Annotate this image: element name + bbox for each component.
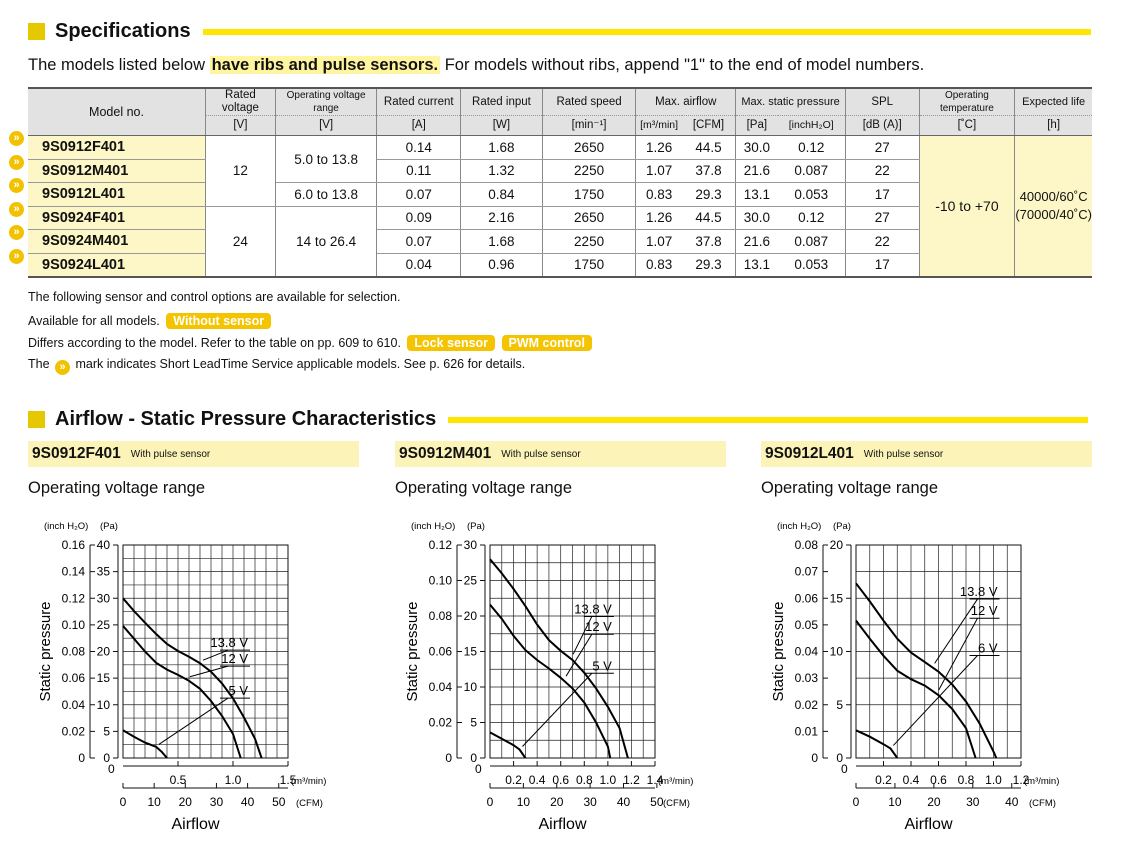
- y-tick-label-inch: 0.12: [428, 538, 452, 552]
- y-unit-pa: (Pa): [467, 521, 485, 532]
- y-tick-label-pa: 15: [463, 644, 477, 659]
- series-line: [490, 732, 525, 758]
- x-tick-label-cfm: 0: [119, 795, 127, 809]
- y-tick-label-pa: 10: [829, 644, 843, 659]
- chart-3-subtitle: Operating voltage range: [761, 479, 939, 497]
- life-cell: 40000/60˚C (70000/40˚C): [1015, 136, 1092, 277]
- x-axis-label: Airflow: [171, 816, 220, 833]
- short-leadtime-icon: »: [9, 225, 24, 240]
- x-tick-label-m3: 0.5: [169, 773, 187, 787]
- chart-1-subtitle: Operating voltage range: [28, 479, 206, 497]
- y-tick-label-pa: 0: [470, 751, 477, 765]
- x-tick-label-cfm: 10: [888, 795, 902, 809]
- y-tick-label-pa: 40: [96, 538, 110, 552]
- y-tick-label-inch: 0.04: [794, 644, 818, 659]
- y-tick-label-pa: 25: [96, 617, 110, 632]
- table-row: 9S0924F401 24 14 to 26.4 0.09 2.16 2650 1.26 44.5 30.0 0.12 27: [28, 206, 1092, 230]
- x-unit-cfm: (CFM): [663, 798, 690, 809]
- y-tick-label-pa: 20: [829, 538, 843, 552]
- y-tick-label-inch: 0.01: [794, 724, 818, 739]
- y-tick-label-pa: 20: [96, 644, 110, 659]
- y-tick-label-inch: 0.16: [61, 538, 85, 552]
- header-op-temp: Operating temperature: [919, 88, 1015, 116]
- x-zero-label: 0: [841, 762, 848, 776]
- y-tick-label-pa: 0: [836, 751, 843, 765]
- table-row: 9S0912F401 12 5.0 to 13.8 0.14 1.68 2650 1.26 44.5 30.0 0.12 27 -10 to +70 40000/60˚C (70000/40˚C): [28, 136, 1092, 160]
- series-label: 12 V: [221, 651, 248, 667]
- y-tick-label-inch: 0.03: [794, 671, 818, 686]
- intro-highlight: have ribs and pulse sensors.: [211, 56, 439, 74]
- x-tick-label-m3: 0.6: [930, 773, 947, 787]
- x-tick-label-cfm: 50: [650, 795, 664, 809]
- specifications-table: Model no. Rated voltage Operating voltage range Rated current Rated input Rated speed Max. airflow Max. static pressure SPL Operating temperature Expected life [V] [V] [A] [W] [min⁻¹] [m³/min] [CFM] [Pa] [inchH₂O] [dB (A)] [˚C] [h] 9S0912F401 12 5.0 to 13.8 0.14 1.68 2650 1.26 44.5 30.0 0.12 27 -10 to +70 40000/60˚C (70000/40˚C) 9S0912M401 0.11 1.32 2250 1.07 37.8 21.6 0.087 22 9S0912L401 6.0 to 13.8 0.07 0.84 1750 0.83 29.3 13.1 0.053 17 9S0924F401 24 14 to 26.4 0.09 2.16 2650 1.26 44.5 30.0 0.12 27 9S0924M401 0.07 1.68 2250 1.07 37.8 21.6 0.087 22 9S0924L401 0.04 0.96 1750 0.83 29.3 13.1 0.053 17: [28, 87, 1092, 278]
- x-tick-label-m3: 1.2: [1012, 773, 1030, 787]
- y-tick-label-pa: 10: [96, 697, 110, 712]
- header-rated-voltage: Rated voltage: [206, 88, 276, 116]
- y-unit-inch: (inch H₂O): [777, 521, 822, 532]
- header-spl: SPL: [845, 88, 919, 116]
- note-line-3: Differs according to the model. Refer to the table on pp. 609 to 610. Lock sensor PWM control: [28, 335, 592, 351]
- x-tick-label-cfm: 30: [209, 795, 224, 809]
- callout-leader: [522, 673, 591, 746]
- callout-leader: [566, 634, 592, 676]
- y-tick-label-inch: 0.06: [794, 591, 818, 606]
- series-line: [856, 621, 976, 758]
- y-unit-inch: (inch H₂O): [44, 521, 89, 532]
- y-tick-label-inch: 0.02: [61, 724, 85, 739]
- chart-header-1: 9S0912F401 With pulse sensor: [28, 441, 359, 467]
- table-row: 9S0912L401 6.0 to 13.8 0.07 0.84 1750 0.83 29.3 13.1 0.053 17: [28, 183, 1092, 207]
- y-tick-label-inch: 0.14: [61, 564, 85, 579]
- header-max-airflow: Max. airflow: [636, 88, 736, 116]
- airflow-title: Airflow - Static Pressure Characteristics: [55, 408, 437, 430]
- series-label: 5 V: [228, 683, 248, 699]
- without-sensor-tag: Without sensor: [166, 313, 271, 329]
- table-row: 9S0924M401 0.07 1.68 2250 1.07 37.8 21.6 0.087 22: [28, 230, 1092, 254]
- y-tick-label-pa: 5: [103, 724, 110, 739]
- y-tick-label-inch: 0: [811, 751, 818, 765]
- y-tick-label-pa: 30: [463, 538, 477, 552]
- x-tick-label-m3: 1.0: [599, 773, 617, 787]
- note-line-1: The following sensor and control options are available for selection.: [28, 290, 401, 304]
- short-leadtime-icon: »: [9, 202, 24, 217]
- x-tick-label-m3: 1.0: [224, 773, 242, 787]
- x-unit-m3: (m³/min): [1024, 776, 1060, 787]
- specifications-title: Specifications: [55, 20, 191, 42]
- x-zero-label: 0: [475, 762, 482, 776]
- section-rule: [448, 417, 1088, 423]
- short-leadtime-icon: »: [9, 178, 24, 193]
- x-tick-label-m3: 0.2: [505, 773, 522, 787]
- y-tick-label-inch: 0.04: [61, 697, 85, 712]
- y-axis-label: Static pressure: [770, 601, 787, 702]
- x-tick-label-m3: 0.2: [875, 773, 892, 787]
- header-model: Model no.: [28, 88, 206, 136]
- y-tick-label-pa: 30: [96, 591, 110, 606]
- intro-text: The models listed below have ribs and pulse sensors. For models without ribs, append "1" to the end of model numbers.: [28, 56, 925, 74]
- specifications-heading: [28, 20, 1091, 43]
- x-tick-label-m3: 1.5: [279, 773, 297, 787]
- y-tick-label-pa: 5: [836, 697, 843, 712]
- airflow-heading: [28, 408, 1088, 431]
- y-tick-label-inch: 0.08: [61, 644, 85, 659]
- note-line-2: Available for all models. Without sensor: [28, 313, 271, 329]
- x-tick-label-cfm: 40: [1005, 795, 1019, 809]
- header-rated-speed: Rated speed: [542, 88, 636, 116]
- y-tick-label-pa: 25: [463, 573, 477, 588]
- y-tick-label-inch: 0.06: [428, 644, 452, 659]
- x-tick-label-cfm: 0: [486, 795, 494, 809]
- x-tick-label-m3: 0.4: [528, 773, 546, 787]
- pwm-control-tag: PWM control: [502, 335, 592, 351]
- x-tick-label-cfm: 50: [272, 795, 286, 809]
- op-temp-cell: -10 to +70: [919, 136, 1015, 277]
- y-tick-label-inch: 0: [445, 751, 452, 765]
- x-zero-label: 0: [108, 762, 115, 776]
- x-unit-m3: (m³/min): [658, 776, 694, 787]
- short-leadtime-icon: »: [55, 360, 70, 375]
- series-label: 12 V: [585, 619, 612, 635]
- airflow-chart-2: [395, 515, 735, 833]
- x-tick-label-cfm: 40: [240, 795, 255, 809]
- x-tick-label-m3: 1.2: [623, 773, 640, 787]
- y-tick-label-pa: 35: [96, 564, 110, 579]
- note-line-4: The » mark indicates Short LeadTime Service applicable models. See p. 626 for details.: [28, 357, 526, 373]
- series-label: 12 V: [970, 603, 998, 619]
- x-tick-label-cfm: 40: [616, 795, 631, 809]
- x-tick-label-m3: 1.0: [985, 773, 1002, 787]
- x-tick-label-m3: 0.4: [902, 773, 920, 787]
- header-max-pressure: Max. static pressure: [736, 88, 846, 116]
- x-tick-label-m3: 1.4: [646, 773, 664, 787]
- series-label: 13.8 V: [959, 584, 998, 600]
- x-tick-label-cfm: 0: [852, 795, 860, 809]
- header-rated-input: Rated input: [461, 88, 543, 116]
- x-unit-cfm: (CFM): [296, 798, 323, 809]
- y-tick-label-inch: 0.12: [61, 591, 85, 606]
- series-label: 13.8 V: [210, 635, 248, 651]
- header-rated-current: Rated current: [377, 88, 461, 116]
- y-unit-pa: (Pa): [100, 521, 118, 532]
- x-tick-label-cfm: 10: [516, 795, 531, 809]
- x-tick-label-m3: 0.8: [575, 773, 593, 787]
- y-tick-label-pa: 0: [103, 751, 110, 765]
- short-leadtime-icon: »: [9, 155, 24, 170]
- chart-2-subtitle: Operating voltage range: [395, 479, 573, 497]
- x-tick-label-cfm: 10: [147, 795, 161, 809]
- airflow-chart-3: [761, 515, 1101, 833]
- lock-sensor-tag: Lock sensor: [407, 335, 495, 351]
- y-axis-label: Static pressure: [404, 601, 421, 702]
- short-leadtime-icon: »: [9, 131, 24, 146]
- y-tick-label-inch: 0.02: [794, 697, 818, 712]
- airflow-chart-1: [28, 515, 368, 833]
- section-square-icon: [28, 411, 45, 428]
- y-tick-label-pa: 5: [470, 715, 477, 730]
- y-tick-label-pa: 15: [96, 671, 110, 686]
- series-label: 13.8 V: [574, 601, 612, 617]
- x-tick-label-cfm: 30: [966, 795, 980, 809]
- chart-header-2: 9S0912M401 With pulse sensor: [395, 441, 726, 467]
- y-tick-label-inch: 0.02: [428, 715, 452, 730]
- table-row: 9S0924L401 0.04 0.96 1750 0.83 29.3 13.1 0.053 17: [28, 253, 1092, 277]
- short-leadtime-icon: »: [9, 249, 24, 264]
- x-tick-label-cfm: 20: [927, 795, 941, 809]
- x-axis-label: Airflow: [538, 816, 587, 833]
- y-tick-label-inch: 0.10: [428, 573, 452, 588]
- y-tick-label-pa: 20: [463, 609, 477, 623]
- y-tick-label-pa: 15: [829, 591, 843, 606]
- section-square-icon: [28, 23, 45, 40]
- x-unit-cfm: (CFM): [1029, 798, 1056, 809]
- y-unit-inch: (inch H₂O): [411, 521, 456, 532]
- header-op-voltage: Operating voltage range: [275, 88, 377, 116]
- x-tick-label-m3: 0.8: [957, 773, 975, 787]
- x-axis-label: Airflow: [904, 816, 953, 833]
- y-tick-label-inch: 0.06: [61, 671, 85, 686]
- series-label: 5 V: [592, 658, 612, 674]
- y-unit-pa: (Pa): [833, 521, 851, 532]
- table-row: 9S0912M401 0.11 1.32 2250 1.07 37.8 21.6 0.087 22: [28, 159, 1092, 183]
- y-tick-label-inch: 0: [78, 751, 85, 765]
- y-tick-label-inch: 0.08: [428, 609, 452, 623]
- y-tick-label-inch: 0.04: [428, 680, 452, 694]
- header-life: Expected life: [1015, 88, 1092, 116]
- y-tick-label-inch: 0.07: [794, 564, 818, 579]
- y-tick-label-inch: 0.10: [61, 617, 85, 632]
- x-tick-label-cfm: 20: [550, 795, 564, 809]
- y-tick-label-inch: 0.05: [794, 617, 818, 632]
- x-unit-m3: (m³/min): [291, 776, 327, 787]
- y-tick-label-pa: 10: [463, 680, 477, 694]
- x-tick-label-cfm: 30: [583, 795, 597, 809]
- series-label: 6 V: [977, 640, 998, 656]
- x-tick-label-m3: 0.6: [552, 773, 570, 787]
- chart-header-3: 9S0912L401 With pulse sensor: [761, 441, 1092, 467]
- section-rule: [203, 29, 1091, 35]
- y-tick-label-inch: 0.08: [794, 538, 818, 552]
- series-line: [856, 730, 897, 758]
- y-axis-label: Static pressure: [37, 601, 54, 702]
- x-tick-label-cfm: 20: [178, 795, 192, 809]
